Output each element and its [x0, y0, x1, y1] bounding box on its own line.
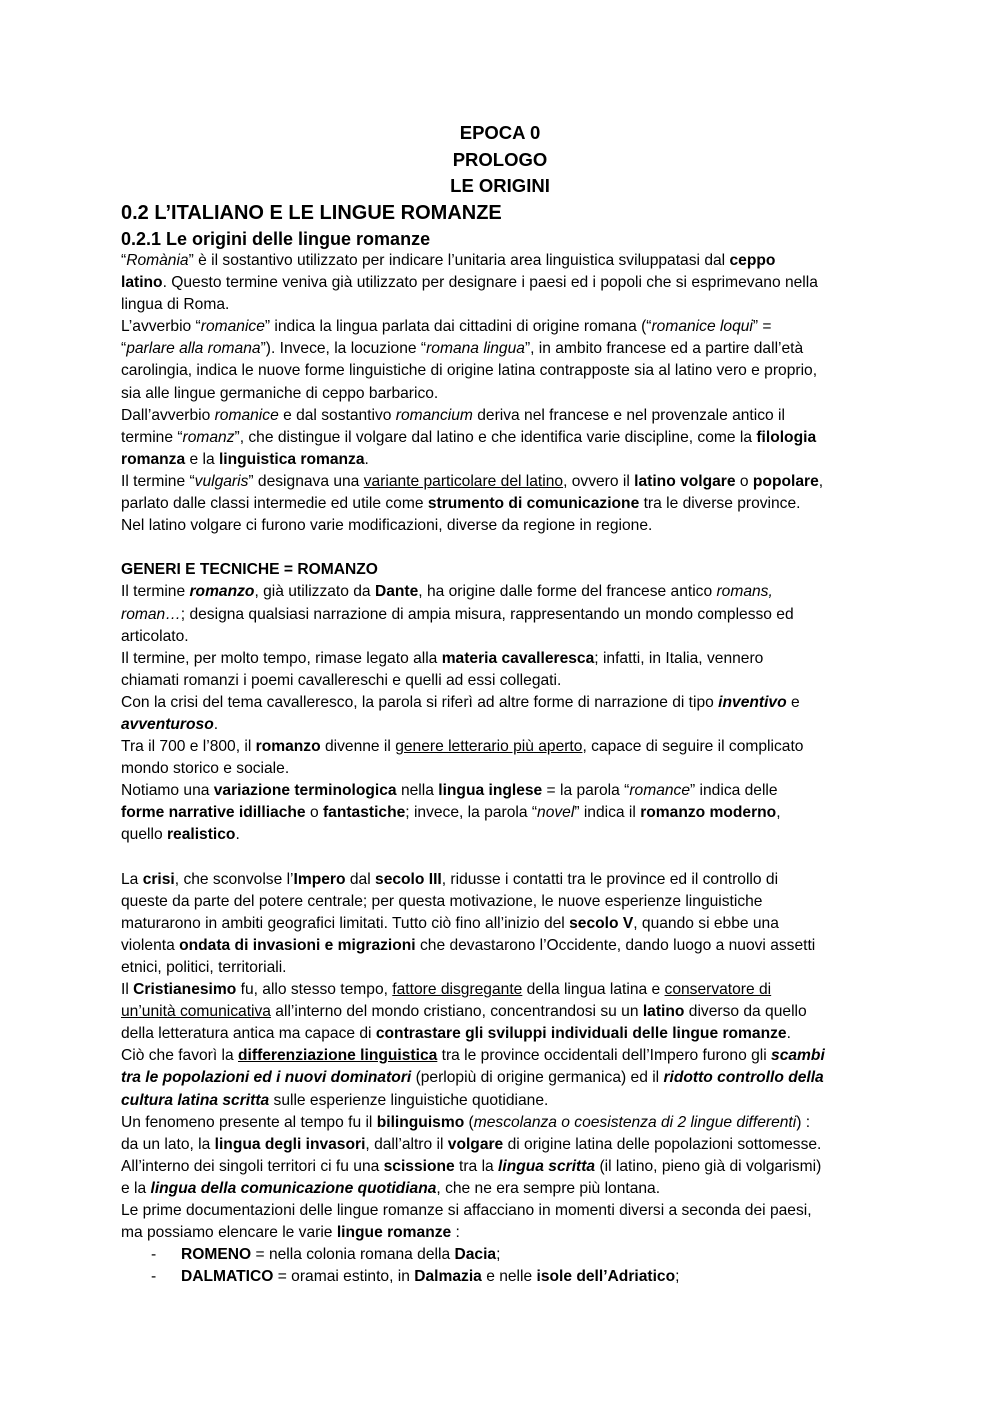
text-line — [121, 1045, 901, 1067]
text-run: romanzo — [255, 738, 321, 756]
text-run: Dalmazia — [414, 1268, 482, 1286]
text-line — [121, 427, 901, 449]
text-run: , già utilizzato da — [254, 583, 375, 601]
text-run: o — [735, 472, 753, 490]
text-run: e nelle — [481, 1268, 537, 1286]
text-run: L’avverbio “ — [121, 318, 201, 336]
subsection-heading: 0.2.1 Le origini delle lingue romanze — [121, 229, 431, 249]
text-run: ) : — [796, 1113, 811, 1131]
text-run: tra le diverse province. — [639, 495, 801, 513]
text-run: romancium — [395, 406, 473, 424]
text-run: , ovvero il — [563, 472, 635, 490]
text-run: ROMENO — [181, 1246, 252, 1264]
text-run: della lingua latina e — [522, 981, 665, 999]
text-run: ; — [675, 1268, 680, 1286]
text-run: lingua di Roma. — [121, 296, 230, 314]
text-run: conservatore di — [664, 981, 772, 999]
text-line — [121, 493, 901, 515]
text-run: isole dell’Adriatico — [536, 1268, 676, 1286]
text-run: della letteratura antica ma capace di — [121, 1025, 376, 1043]
text-line — [121, 869, 901, 891]
text-run: e la — [121, 1179, 151, 1197]
text-run: secolo III — [375, 870, 442, 888]
text-run: (il latino, pieno già di volgarismi) — [595, 1157, 822, 1175]
text-run: . Questo termine veniva già utilizzato per designare i paesi ed i popoli che si esprimevano nella — [162, 274, 818, 292]
text-run: Dacia — [454, 1246, 497, 1264]
text-run: Impero — [293, 870, 346, 888]
text-run: fu, allo stesso tempo, — [236, 981, 393, 999]
text-line — [121, 648, 901, 670]
text-run: = oramai estinto, in — [273, 1268, 415, 1286]
text-run: ”). Invece, la locuzione “ — [260, 340, 427, 358]
section-heading: 0.2 L’ITALIANO E LE LINGUE ROMANZE — [121, 202, 502, 224]
text-run: parlato dalle classi intermedie ed utile come — [121, 495, 428, 513]
text-run: latino — [642, 1003, 685, 1021]
text-run: romanice — [214, 406, 279, 424]
text-run: fantastiche — [322, 804, 406, 822]
text-run: ”, che distingue il volgare dal latino e che identifica varie discipline, come la — [234, 428, 757, 446]
text-line — [121, 294, 901, 316]
text-run: = la parola “ — [542, 782, 630, 800]
text-run: ” = — [752, 318, 772, 336]
text-run: Le prime documentazioni delle lingue romanze si affacciano in momenti diversi a seconda dei paesi, — [121, 1202, 812, 1220]
text-run: Un fenomeno presente al tempo fu il — [121, 1113, 377, 1131]
text-line — [121, 692, 901, 714]
list-item-text — [181, 1244, 500, 1266]
text-run: ma possiamo elencare le varie — [121, 1224, 337, 1242]
text-run: realistico — [166, 826, 236, 844]
text-run: Il termine “ — [121, 472, 195, 490]
text-run: parlare alla romana — [126, 340, 261, 358]
text-run: materia cavalleresca — [441, 649, 595, 667]
text-run: di origine latina delle popolazioni sottomesse. — [503, 1135, 822, 1153]
text-run: quello — [121, 826, 167, 844]
paragraph-gap — [121, 537, 901, 559]
text-line — [121, 1156, 901, 1178]
text-run: , — [818, 472, 824, 490]
text-run: , capace di seguire il complicato — [582, 738, 804, 756]
text-run: bilinguismo — [376, 1113, 465, 1131]
list-bullet: - — [151, 1246, 157, 1264]
text-run: ; infatti, in Italia, vennero — [594, 649, 764, 667]
text-run: Notiamo una — [121, 782, 214, 800]
text-run: strumento di comunicazione — [427, 495, 640, 513]
text-line — [121, 515, 901, 537]
text-run: maturarono in ambiti geografici limitati. Tutto ciò fino all’inizio del — [121, 914, 570, 932]
text-run: Tra il 700 e l’800, il — [121, 738, 256, 756]
text-run: “ — [121, 340, 127, 358]
text-run: . — [364, 450, 369, 468]
text-line — [121, 1134, 901, 1156]
text-run: ; invece, la parola “ — [405, 804, 538, 822]
text-run: avventuroso — [121, 715, 214, 733]
text-run: Ciò che favorì la — [121, 1047, 239, 1065]
text-line — [121, 1090, 901, 1112]
text-run: termine “ — [121, 428, 183, 446]
text-run: romanza — [121, 450, 186, 468]
text-run: , dall’altro il — [365, 1135, 448, 1153]
text-line — [121, 1067, 901, 1089]
paragraph-gap — [121, 847, 901, 869]
text-line — [121, 338, 901, 360]
list-item — [121, 1266, 901, 1288]
text-run: ” indica il — [574, 804, 641, 822]
text-run: secolo V — [569, 914, 634, 932]
text-run: crisi — [142, 870, 175, 888]
text-run: . — [213, 715, 219, 733]
text-run: che devastarono l’Occidente, dando luogo a nuovi assetti — [415, 936, 816, 954]
text-run: mondo storico e sociale. — [121, 760, 290, 778]
text-run: romanice — [200, 318, 265, 336]
text-line — [121, 780, 901, 802]
text-run: romana lingua — [426, 340, 525, 358]
text-run: ondata di invasioni e migrazioni — [179, 936, 416, 954]
text-run: romanzo moderno — [640, 804, 777, 822]
text-run: lingua inglese — [438, 782, 543, 800]
text-run: queste da parte del potere centrale; per questa motivazione, le nuove esperienze linguistiche — [121, 892, 763, 910]
body-text — [121, 250, 901, 1288]
text-run: ” designava una — [248, 472, 364, 490]
text-line — [121, 979, 901, 1001]
text-run: articolato. — [121, 627, 189, 645]
text-run: ; designa qualsiasi narrazione di ampia misura, rappresentando un mondo complesso ed — [180, 605, 794, 623]
text-line — [121, 1178, 901, 1200]
epoch-title: EPOCA 0 — [459, 122, 541, 143]
text-line — [121, 758, 901, 780]
text-run: lingue romanze — [336, 1224, 452, 1242]
text-run: (perlopiù di origine germanica) ed il — [411, 1069, 664, 1087]
text-run: Romània — [126, 252, 189, 269]
text-run: sulle esperienze linguistiche quotidiane. — [269, 1091, 549, 1109]
text-run: Il — [121, 981, 134, 999]
text-run: vulgaris — [194, 472, 249, 490]
text-run: etnici, politici, territoriali. — [121, 959, 287, 976]
text-run: variazione terminologica — [213, 782, 397, 800]
text-run: deriva nel francese e nel provenzale antico il — [472, 406, 785, 424]
text-run: e la — [185, 450, 219, 468]
text-run: tra le province occidentali dell’Impero furono gli — [437, 1047, 772, 1065]
text-run: ” indica la lingua parlata dai cittadini di origine romana (“ — [264, 318, 652, 336]
text-line — [121, 383, 901, 405]
text-run: violenta — [121, 936, 180, 954]
text-run: cultura latina scritta — [121, 1091, 270, 1109]
text-run: ridotto controllo della — [663, 1069, 824, 1087]
text-run: da un lato, la — [121, 1135, 215, 1153]
text-run: diverso da quello — [684, 1003, 807, 1021]
text-run: . — [786, 1025, 791, 1043]
text-run: o — [305, 804, 323, 822]
text-run: fattore disgregante — [392, 981, 523, 999]
text-line — [121, 802, 901, 824]
prologue-title: PROLOGO — [452, 148, 548, 170]
text-run: genere letterario più aperto — [395, 738, 583, 756]
text-run: roman… — [121, 605, 181, 623]
text-run: dal — [345, 870, 376, 888]
text-line — [121, 449, 901, 471]
text-run: Dall’avverbio — [121, 406, 215, 424]
text-line — [121, 471, 901, 493]
text-run: mescolanza o coesistenza di 2 lingue differenti — [473, 1113, 797, 1131]
text-run: ceppo — [729, 252, 776, 269]
text-line — [121, 1112, 901, 1134]
list-item — [121, 1244, 901, 1266]
text-run: = nella colonia romana della — [251, 1246, 455, 1264]
text-run: e dal sostantivo — [278, 406, 396, 424]
text-run: DALMATICO — [181, 1268, 274, 1286]
text-line — [121, 405, 901, 427]
text-run: ; — [496, 1246, 501, 1264]
text-line — [121, 957, 901, 979]
text-line — [121, 1200, 901, 1222]
text-run: ( — [464, 1113, 474, 1131]
text-line — [121, 360, 901, 382]
text-run: linguistica romanza — [218, 450, 365, 468]
text-run: ”, in ambito francese ed a partire dall’età — [524, 340, 804, 358]
text-line — [121, 736, 901, 758]
text-run: Nel latino volgare ci furono varie modificazioni, diverse da regione in regione. — [121, 517, 653, 535]
text-run: , ridusse i contatti tra le province ed il controllo di — [441, 870, 779, 888]
text-line — [121, 891, 901, 913]
text-run: scissione — [383, 1157, 455, 1175]
text-run: romans, — [716, 583, 773, 601]
text-run: contrastare gli sviluppi individuali delle lingue romanze — [375, 1025, 787, 1043]
text-line — [121, 316, 901, 338]
text-run: ” indica delle — [690, 782, 778, 800]
text-run: GENERI E TECNICHE = ROMANZO — [121, 561, 378, 579]
text-run: nella — [396, 782, 439, 800]
text-line — [121, 1001, 901, 1023]
text-run: inventivo — [718, 693, 787, 711]
text-run: La — [121, 870, 143, 888]
text-run: : — [451, 1224, 460, 1242]
text-run: All’interno dei singoli territori ci fu una — [121, 1157, 384, 1175]
text-run: tra le popolazioni ed i nuovi dominatori — [121, 1069, 412, 1087]
text-run: Il termine, per molto tempo, rimase legato alla — [121, 649, 442, 667]
text-run: Il termine — [121, 583, 190, 601]
text-run: volgare — [447, 1135, 504, 1153]
text-run: ” è il sostantivo utilizzato per indicare l’unitaria area linguistica sviluppatasi dal — [188, 252, 730, 269]
text-run: , che sconvolse l’ — [174, 870, 294, 888]
text-run: filologia — [756, 428, 817, 446]
text-run: romance — [629, 782, 691, 800]
text-run: e — [786, 693, 800, 711]
text-run: Con la crisi del tema cavalleresco, la parola si riferì ad altre forme di narrazione di tipo — [121, 693, 719, 711]
text-run: divenne il — [320, 738, 396, 756]
text-line — [121, 559, 901, 581]
text-run: popolare — [752, 472, 819, 490]
text-run: tra la — [454, 1157, 499, 1175]
text-run: , che ne era sempre più lontana. — [436, 1179, 661, 1197]
text-run: , — [776, 804, 781, 822]
text-run: latino volgare — [634, 472, 736, 490]
document-header — [0, 120, 1000, 200]
text-run: chiamati romanzi i poemi cavallereschi e quelli ad essi collegati. — [121, 671, 562, 689]
text-line — [121, 913, 901, 935]
text-line — [121, 604, 901, 626]
text-run: differenziazione linguistica — [238, 1047, 438, 1065]
list-bullet: - — [151, 1268, 157, 1286]
text-run: . — [235, 826, 240, 844]
text-line — [121, 824, 901, 846]
text-run: , quando si ebbe una — [633, 914, 779, 932]
text-line — [121, 1222, 901, 1244]
text-line — [121, 714, 901, 736]
text-run: forme narrative idilliache — [121, 804, 306, 822]
origins-title: LE ORIGINI — [450, 175, 550, 196]
text-line — [121, 272, 901, 294]
list-item-text — [181, 1266, 679, 1288]
text-run: , ha origine dalle forme del francese antico — [418, 583, 717, 601]
text-run: Dante — [374, 583, 419, 601]
text-run: romanz — [182, 428, 235, 446]
text-run: romanice loqui — [651, 318, 753, 336]
text-run: novel — [537, 804, 575, 822]
text-line — [121, 670, 901, 692]
text-run: variante particolare del latino — [363, 472, 564, 490]
text-run: lingua scritta — [498, 1157, 596, 1175]
text-run: carolingia, indica le nuove forme linguistiche di origine latina contrapposte sia al latino vero e proprio, — [121, 362, 818, 380]
text-line — [121, 935, 901, 957]
text-run: romanzo — [189, 583, 255, 601]
text-run: latino — [121, 274, 163, 292]
text-line — [121, 250, 901, 272]
text-run: lingua della comunicazione quotidiana — [150, 1179, 437, 1197]
text-run: “ — [121, 252, 127, 269]
text-run: lingua degli invasori — [214, 1135, 366, 1153]
text-run: un’unità comunicativa — [121, 1003, 271, 1021]
text-run: sia alle lingue germaniche di ceppo barbarico. — [121, 384, 439, 402]
text-run: scambi — [771, 1047, 825, 1065]
text-run: Cristianesimo — [133, 981, 237, 999]
text-run: all’interno del mondo cristiano, concentrandosi su un — [270, 1003, 643, 1021]
text-line — [121, 1023, 901, 1045]
text-line — [121, 581, 901, 603]
text-line — [121, 626, 901, 648]
